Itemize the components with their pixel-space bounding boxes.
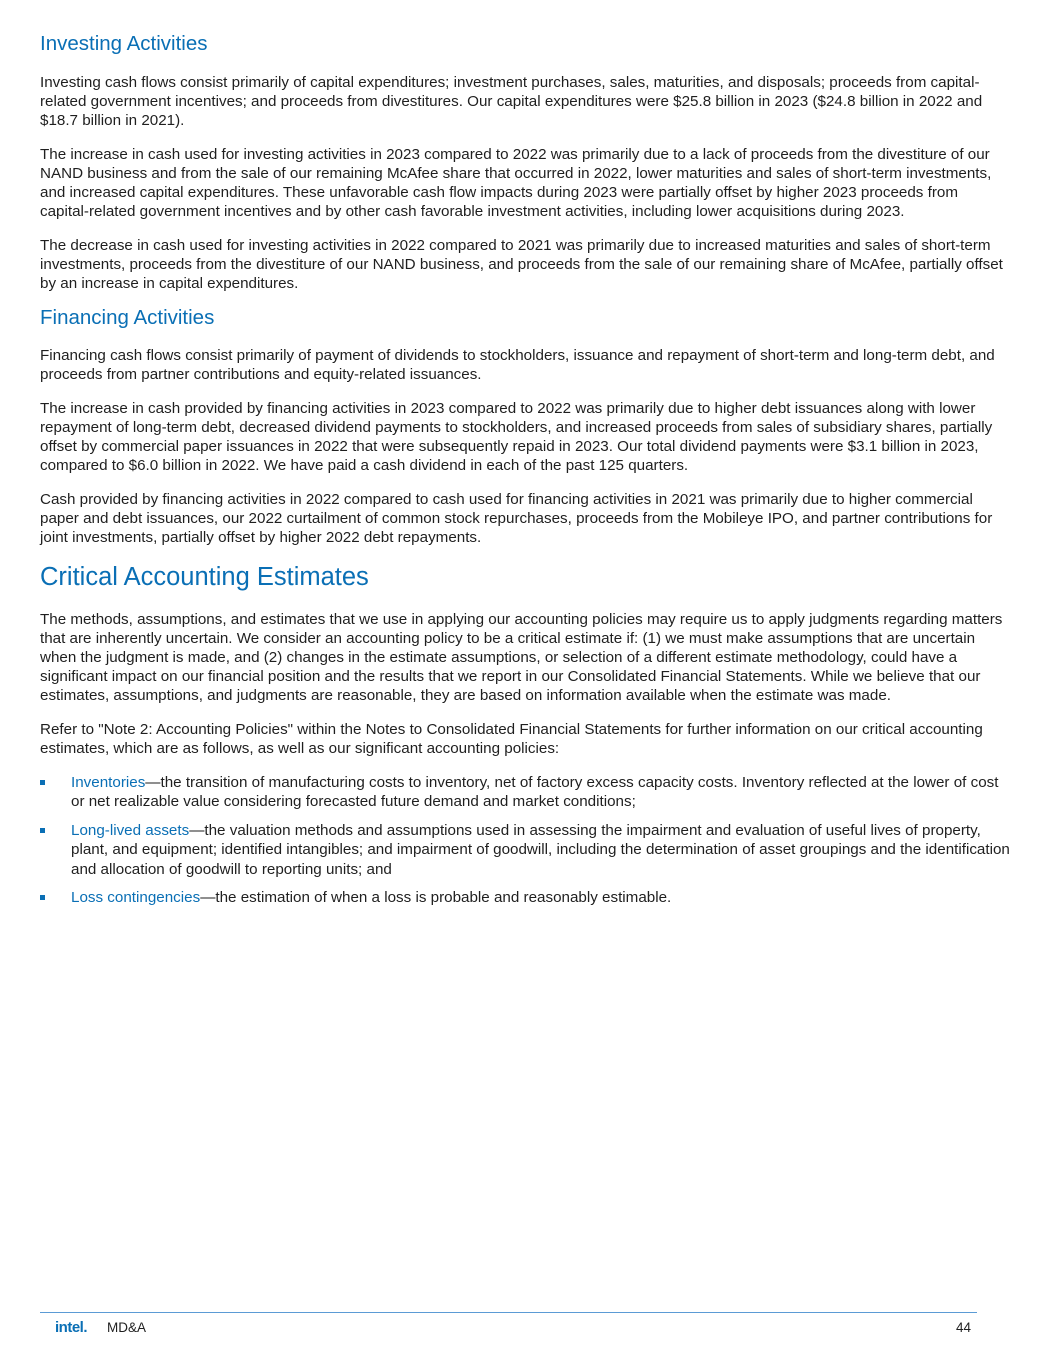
- term-loss-contingencies: Loss contingencies: [71, 889, 201, 907]
- list-item: [40, 821, 1010, 880]
- investing-paragraph-1: Investing cash flows consist primarily of capital expenditures; investment purchases, sales, maturities, and disposals; proceeds from capital-related government incentives; and proceeds from divestitures. Our capital expenditures were $25.8 billion in 2023 ($24.8 billion in 2022 and $18.7 billion in 2021).: [40, 73, 983, 129]
- financing-paragraph-1: Financing cash flows consist primarily of payment of dividends to stockholders, issuance and repayment of short-term and long-term debt, and proceeds from partner contributions and equity-related issuances.: [40, 347, 995, 384]
- square-bullet-icon: [40, 780, 45, 785]
- investing-activities-heading: Investing Activities: [40, 32, 208, 55]
- critical-accounting-estimates-heading: Critical Accounting Estimates: [40, 563, 369, 592]
- term-inventories: Inventories: [71, 773, 146, 791]
- list-item-text: —the estimation of when a loss is probable and reasonably estimable.: [200, 889, 672, 907]
- list-item-text: —the transition of manufacturing costs to inventory, net of factory excess capacity costs. Inventory reflected at the lower of cost or net realizable value considering forecasted future demand and market conditions;: [71, 773, 999, 811]
- page-footer: [40, 1312, 977, 1336]
- list-item: [40, 888, 1010, 908]
- critical-paragraph-2: Refer to "Note 2: Accounting Policies" within the Notes to Consolidated Financial Statements for further information on our critical accounting estimates, which are as follows, as well as our significant accounting policies:: [40, 720, 983, 757]
- page-number: 44: [955, 1320, 971, 1335]
- list-item-text: —the valuation methods and assumptions used in assessing the impairment and evaluation of useful lives of property, plant, and equipment; identified intangibles; and impairment of goodwill, including the determination of asset groupings and the identification and allocation of goodwill to reporting units; and: [71, 821, 1010, 878]
- financing-activities-heading: Financing Activities: [40, 305, 215, 329]
- square-bullet-icon: [40, 828, 45, 833]
- footer-section-name: MD&A: [107, 1320, 147, 1335]
- investing-paragraph-2: The increase in cash used for investing activities in 2023 compared to 2022 was primarily due to a lack of proceeds from the divestiture of our NAND business and from the sale of our remaining McAfee share that occurred in 2022, lower maturities and sales of short-term investments, and increased capital expenditures. These unfavorable cash flow impacts during 2023 were partially offset by higher 2023 proceeds from capital-related government incentives and by other cash favorable investment activities, including lower acquisitions during 2023.: [40, 145, 992, 220]
- critical-paragraph-1: The methods, assumptions, and estimates that we use in applying our accounting policies may require us to apply judgments regarding matters that are inherently uncertain. We consider an accounting policy to be a critical estimate if: (1) we must make assumptions that are uncertain when the judgment is made, and (2) changes in the estimate assumptions, or selection of a different estimate methodology, could have a significant impact on our financial position and the results that we report in our Consolidated Financial Statements. While we believe that our estimates, assumptions, and judgments are reasonable, they are based on information available when the estimate was made.: [40, 610, 1003, 704]
- list-item: [40, 773, 1010, 812]
- critical-estimates-list: [40, 773, 1010, 908]
- investing-paragraph-3: The decrease in cash used for investing activities in 2022 compared to 2021 was primarily due to increased maturities and sales of short-term investments, proceeds from the divestiture of our NAND business, and proceeds from the sale of our remaining share of McAfee, partially offset by an increase in capital expenditures.: [40, 236, 1003, 292]
- financing-paragraph-3: Cash provided by financing activities in 2022 compared to cash used for financing activities in 2021 was primarily due to higher commercial paper and debt issuances, our 2022 curtailment of common stock repurchases, proceeds from the Mobileye IPO, and partner contributions for joint investments, partially offset by higher 2022 debt repayments.: [40, 491, 993, 547]
- term-long-lived-assets: Long-lived assets: [71, 821, 190, 839]
- page-content: [40, 32, 1010, 917]
- financing-paragraph-2: The increase in cash provided by financing activities in 2023 compared to 2022 was primarily due to higher debt issuances along with lower repayment of long-term debt, decreased dividend payments to stockholders, and increased proceeds from sales of subsidiary shares, partially offset by commercial paper issuances in 2022 that were subsequently repaid in 2023. Our total dividend payments were $3.1 billion in 2023, compared to $6.0 billion in 2022. We have paid a cash dividend in each of the past 125 quarters.: [40, 400, 993, 475]
- intel-logo: intel.: [55, 1319, 88, 1336]
- square-bullet-icon: [40, 895, 45, 900]
